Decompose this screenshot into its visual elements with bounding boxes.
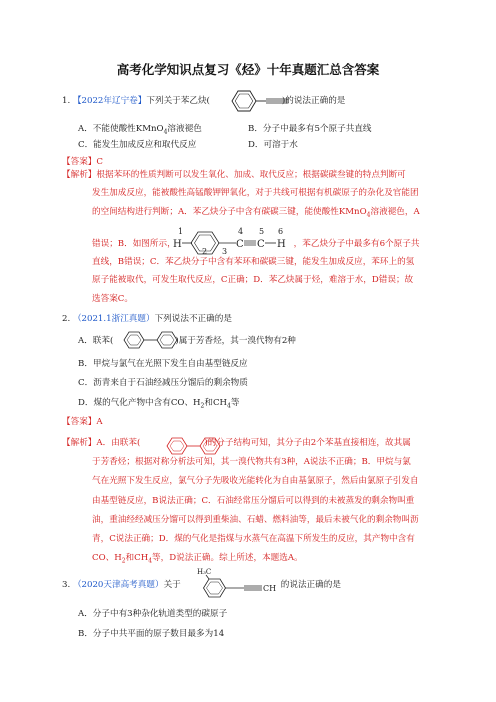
stem-text: 关于 xyxy=(163,580,181,590)
question-source: （2020天津高考真题） xyxy=(72,580,164,590)
question-1-stem xyxy=(62,93,345,109)
question-number: 1. xyxy=(62,96,71,106)
option-a: A．分子中有3种杂化轨道类型的碳原子 xyxy=(78,609,228,619)
explanation-label: 【解析】 xyxy=(62,438,97,448)
stem-text: 下列关于苯乙炔( xyxy=(146,96,210,106)
biphenyl-structure xyxy=(164,436,228,456)
answer-label: 【答案】A xyxy=(62,417,103,427)
biphenyl-structure xyxy=(121,330,185,350)
option-d: D．可溶于水 xyxy=(248,140,298,150)
atom-number-6: 6 xyxy=(278,227,284,236)
question-source: （2021.1浙江真题） xyxy=(72,314,155,324)
explanation-block: 【解析】根据苯环的性质判断可以发生氧化、加成、取代反应；根据碳碳叁键的特点判断可 发生加成反应，能被酸性高锰酸钾钾氧化，对于共线可根据有机碳原子的杂化及官能团 的空间结构进行判断；A．苯乙炔分子中含有碳碳三键，能使酸性KMnO$_4$溶液褪色，A 错误；B．如图所示， ，苯乙炔分子中最多有6个原子共 直线，B错误；C．苯乙炔分子中含有苯环和碳碳三键，能发生加成反应，苯环上的氢 原子能被取代，可发生取代反应，C正确；D．苯乙炔属于烃，难溶于水，D错误；故 选答案C。 xyxy=(62,170,420,304)
atom-number-3: 3 xyxy=(222,247,228,256)
option-b: B．甲烷与氯气在光照下发生自由基型链反应 xyxy=(78,359,248,369)
answer-label: 【答案】C xyxy=(62,157,103,167)
option-a: A．不能使酸性KMnO$_4$溶液褪色 xyxy=(78,124,202,136)
atom-h-left: H xyxy=(173,239,182,250)
option-b: B．分子中共平面的原子数目最多为14 xyxy=(78,629,225,639)
terminal-ch-label: CH xyxy=(263,584,277,593)
atom-number-4: 4 xyxy=(238,227,244,236)
question-2-stem xyxy=(62,311,232,327)
option-d: D．煤的气化产物中含有CO、$H_2$和$CH_4$等 xyxy=(78,398,240,410)
option-c: C．沥青来自于石油经减压分馏后的剩余物质 xyxy=(78,378,248,388)
explanation-block: 【解析】A．由联苯( )的分子结构可知，其分子由2个苯基直接相连，故其属 于芳香烃；根据对称分析法可知，其一溴代物共有3种，A说法不正确；B．甲烷与氯 气在光照下发生反应，氯气分子先吸收光能转化为自由基氯原子，然后由氯原子引发自 由基型链反应，B说法正确；C．石油经常压分馏后可以得到的未被蒸发的剩余物叫重 油，重油经经减压分馏可以得到重柴油、石蜡、燃料油等，最后未被气化的剩余物叫沥 青，C说法正确；D．煤的气化是指煤与水蒸气在高温下所发生的反应，其产物中含有 CO、$H_2$和$CH_4$等，D说法正确。综上所述，本题选A。 xyxy=(62,438,419,565)
explanation-label: 【解析】 xyxy=(62,170,97,180)
question-number: 2. xyxy=(62,314,71,324)
option-c: C．能发生加成反应和取代反应 xyxy=(78,140,197,150)
atom-number-5: 5 xyxy=(259,227,265,236)
numbered-structure-diagram xyxy=(172,225,294,255)
option-b: B．分子中最多有5个原子共直线 xyxy=(248,124,372,134)
methylphenylacetylene-structure xyxy=(196,566,296,600)
atom-c-2: C xyxy=(257,239,265,250)
page-title: 高考化学知识点复习《烃》十年真题汇总含答案 xyxy=(116,62,380,77)
atom-number-1: 1 xyxy=(178,227,184,236)
question-source: 【2022年辽宁卷】 xyxy=(72,96,147,106)
stem-text: 的说法正确的是 xyxy=(280,580,341,590)
atom-c-1: C xyxy=(236,239,244,250)
stem-text: 下列说法不正确的是 xyxy=(154,314,232,324)
question-number: 3. xyxy=(62,580,71,590)
methyl-group-label: H₃C xyxy=(197,568,212,576)
stem-text: )的说法正确的是 xyxy=(281,96,346,106)
atom-number-2: 2 xyxy=(202,247,208,256)
option-a: A．联苯( )属于芳香烃，其一溴代物有2种 xyxy=(78,336,296,346)
atom-h-right: H xyxy=(277,239,286,250)
phenylacetylene-structure xyxy=(226,88,296,114)
